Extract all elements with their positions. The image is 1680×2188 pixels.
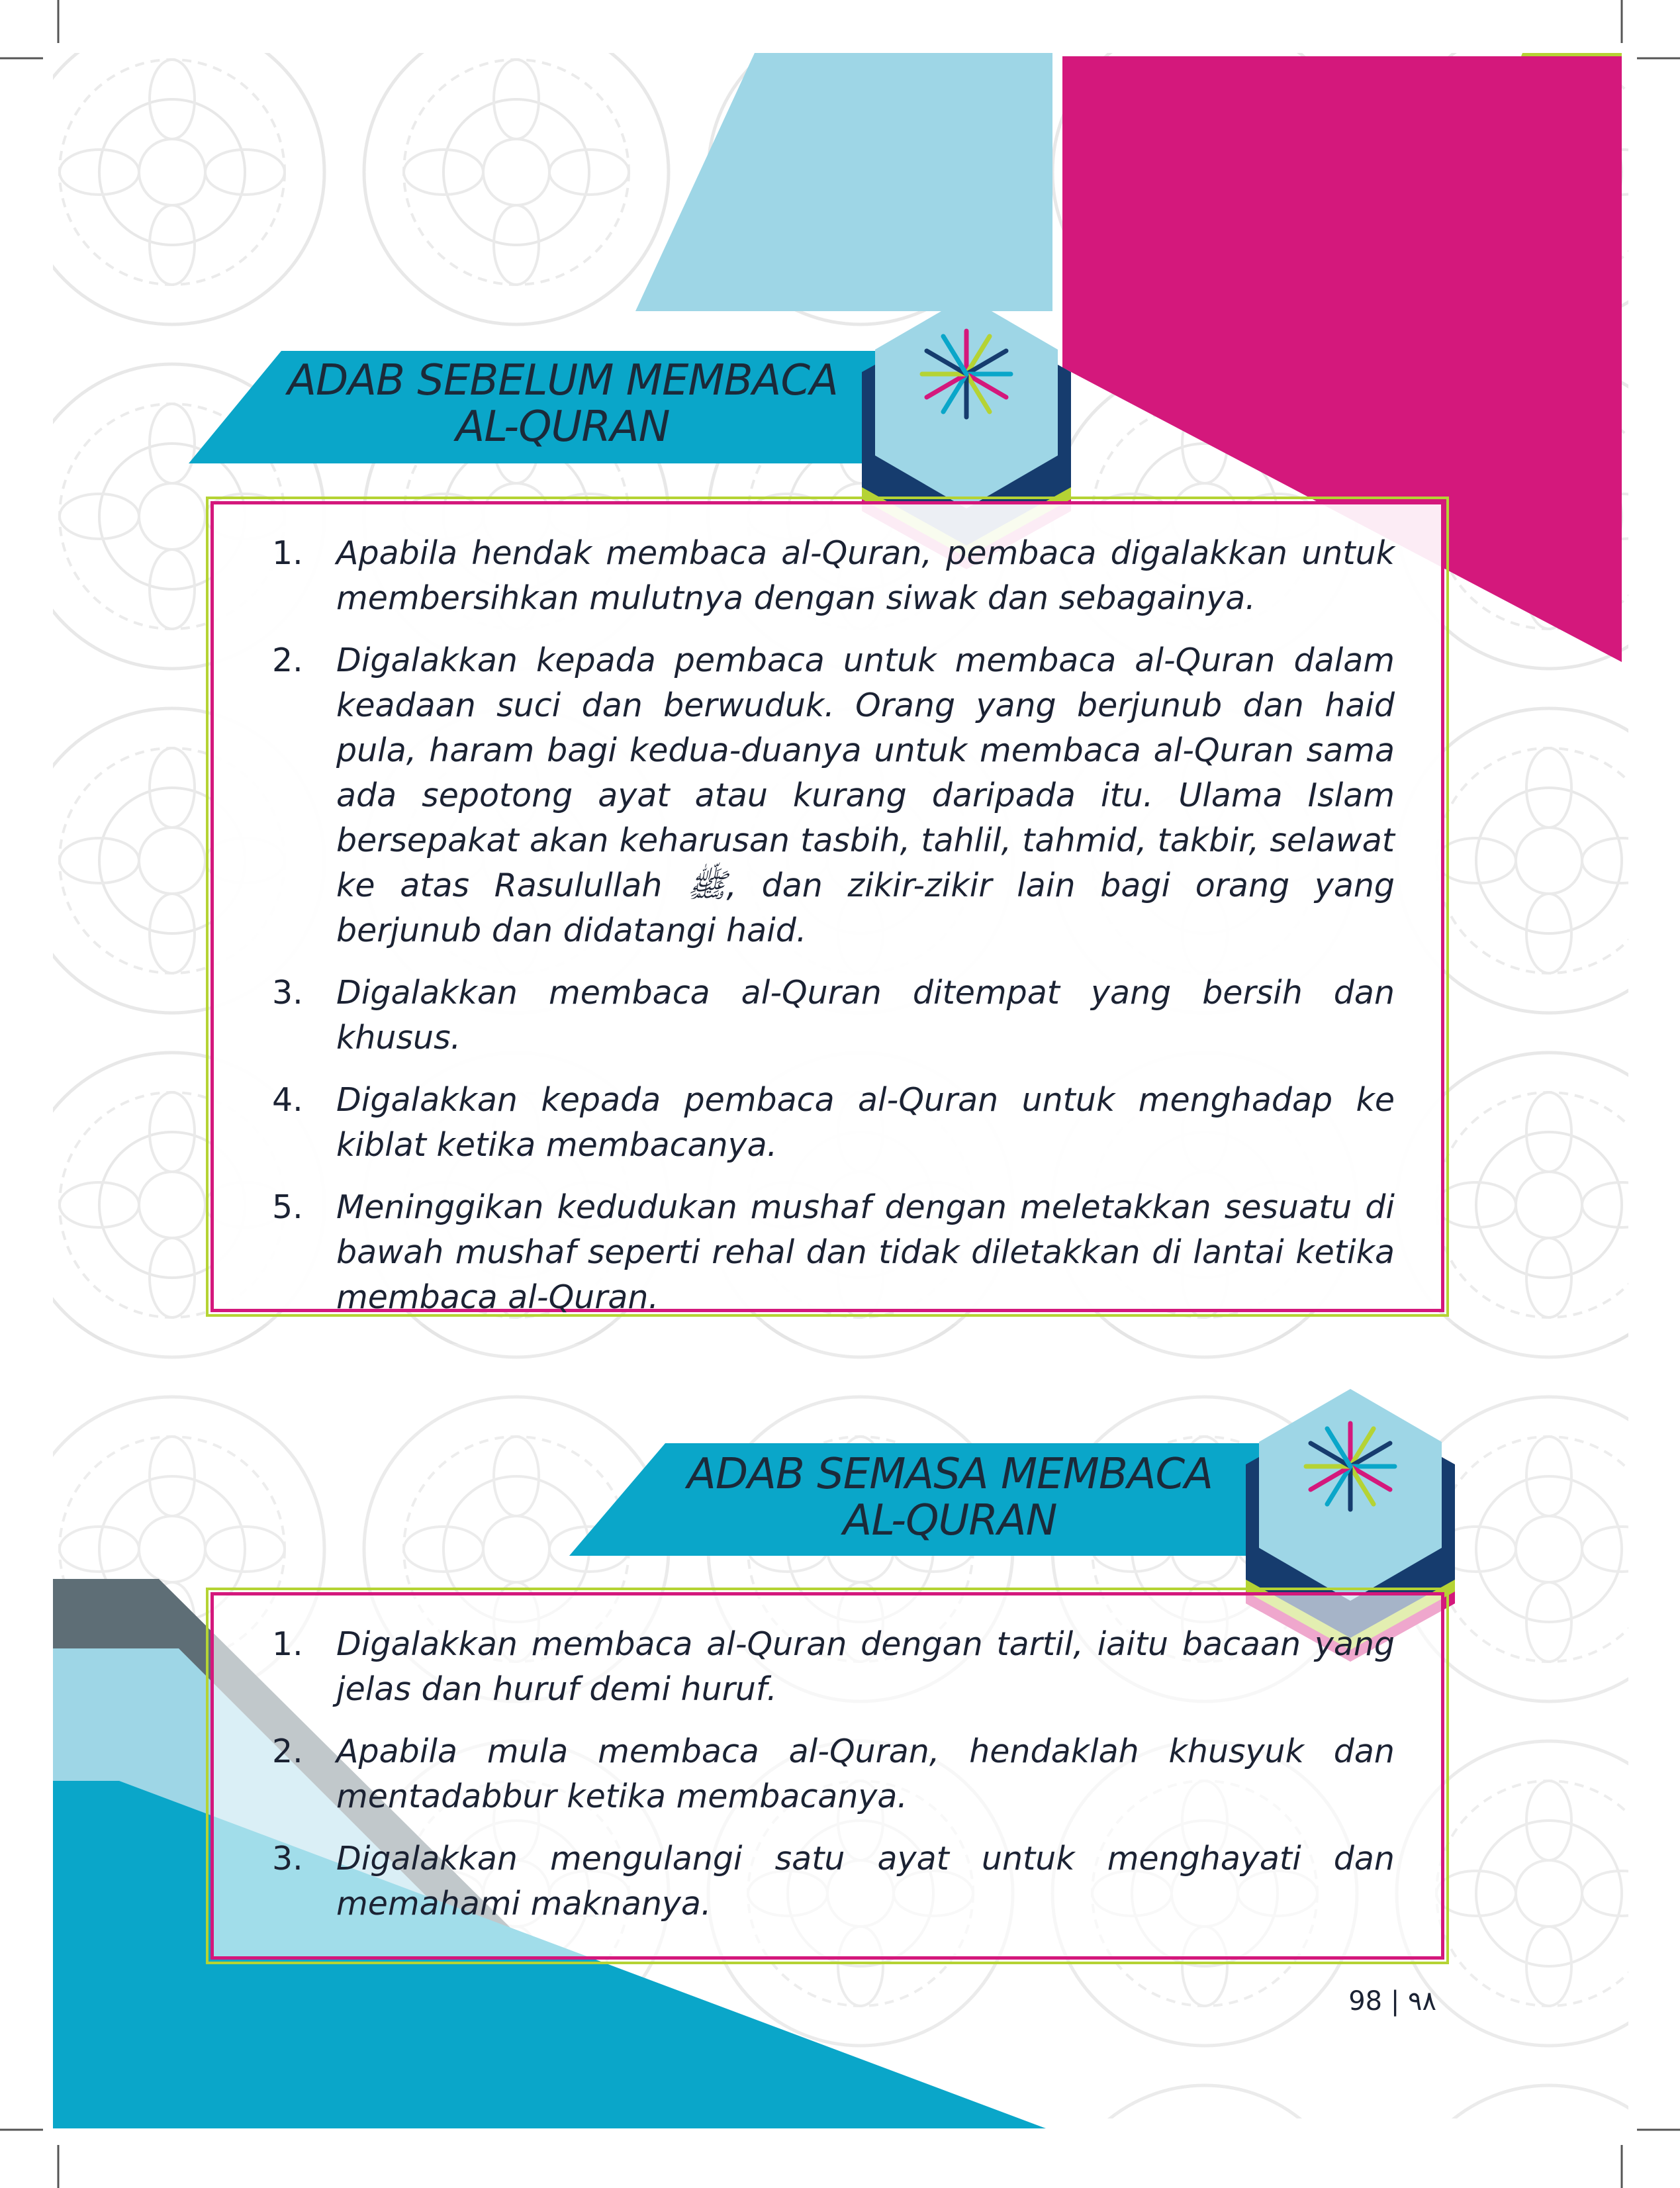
list-item-text: Digalakkan membaca al-Quran dengan tartil, iaitu bacaan yang jelas dan huruf demi huruf. [336,1625,1395,1708]
list-item-number: 1. [272,534,303,572]
list-item [227,1185,1395,1320]
section-2-content-box [210,1592,1444,1960]
list-item [227,1078,1395,1168]
section-2-title-line1: ADAB SEMASA MEMBACA [687,1450,1213,1499]
page-number: 98 | ٩٨ [1348,1986,1436,2017]
list-item-number: 4. [272,1081,303,1119]
list-item-text: Apabila hendak membaca al-Quran, pembaca digalakkan untuk membersihkan mulutnya dengan siwak dan sebagainya. [336,534,1395,617]
list-item-number: 2. [272,642,303,679]
list-item [227,1836,1395,1926]
list-item-number: 1. [272,1625,303,1663]
list-item [227,531,1395,621]
list-item [227,1622,1395,1712]
list-item-number: 3. [272,974,303,1012]
list-item-text: Digalakkan kepada pembaca al-Quran untuk menghadap ke kiblat ketika membacanya. [336,1081,1395,1164]
list-item-text: Digalakkan membaca al-Quran ditempat yang bersih dan khusus. [336,974,1395,1057]
section-1-list [227,531,1395,1320]
list-item [227,1729,1395,1819]
list-item-text: Meninggikan kedudukan mushaf dengan meletakkan sesuatu di bawah mushaf seperti rehal dan tidak diletakkan di lantai ketika membaca al-Quran. [336,1188,1395,1316]
list-item [227,638,1395,953]
list-item-number: 3. [272,1840,303,1878]
section-1-title-line1: ADAB SEBELUM MEMBACA [287,356,838,405]
list-item-text: Digalakkan kepada pembaca untuk membaca al-Quran dalam keadaan suci dan berwuduk. Orang yang berjunub dan haid pula, haram bagi kedua-duanya untuk membaca al-Quran sama ada sepotong ayat atau kurang daripada itu. Ulama Islam bersepakat akan keharusan tasbih, tahlil, tahmid, takbir, selawat ke atas Rasulullah ﷺ, dan zikir-zikir lain bagi orang yang berjunub dan didatangi haid. [336,642,1395,949]
list-item-text: Digalakkan mengulangi satu ayat untuk menghayati dan memahami maknanya. [336,1840,1395,1923]
section-1-title [265,357,861,450]
list-item-number: 2. [272,1733,303,1770]
list-item-text: Apabila mula membaca al-Quran, hendaklah khusyuk dan mentadabbur ketika membacanya. [336,1733,1395,1815]
section-2-title [642,1451,1258,1544]
list-item-number: 5. [272,1188,303,1226]
list-item [227,971,1395,1061]
section-2-title-line2: AL-QURAN [843,1496,1057,1545]
section-2-list [227,1622,1395,1926]
section-1-title-line2: AL-QURAN [455,403,670,452]
section-1-content-box [210,501,1444,1316]
